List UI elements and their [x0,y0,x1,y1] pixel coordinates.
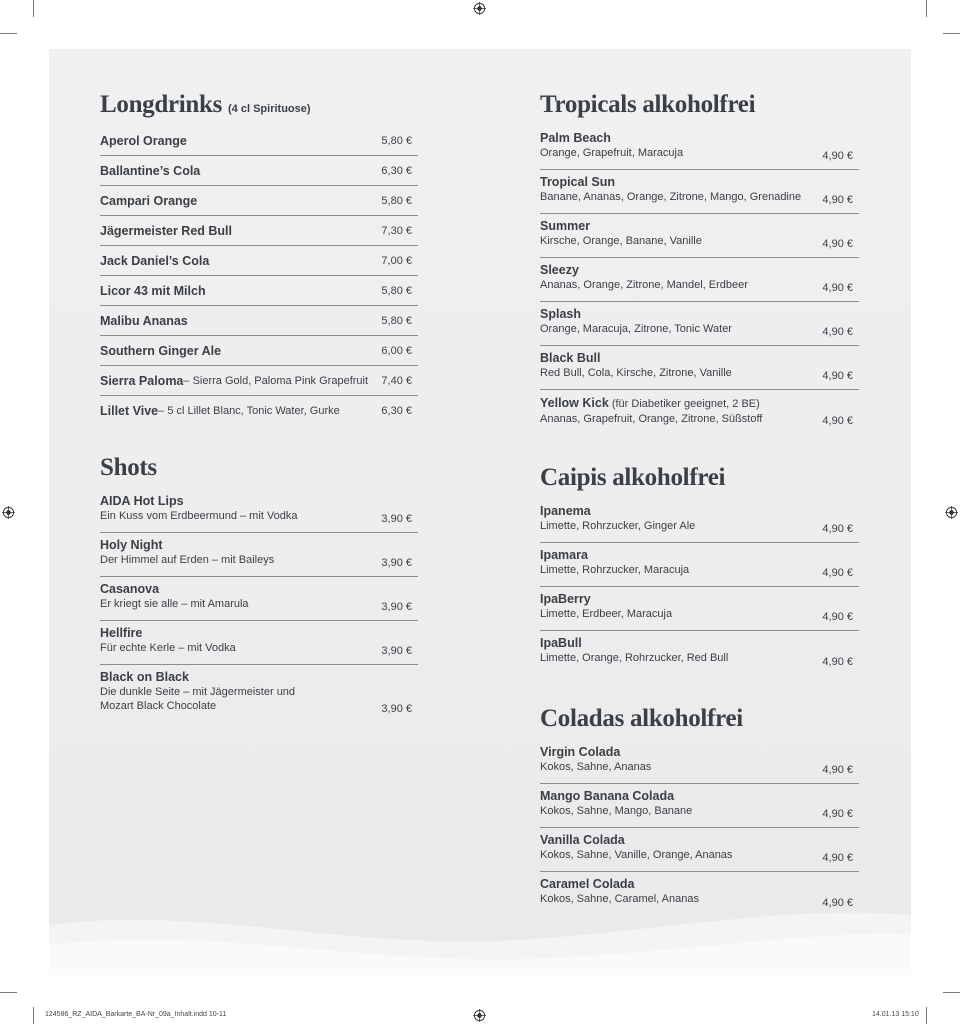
menu-item: Casanova Er kriegt sie alle – mit Amarula 3,90 € [100,577,418,621]
menu-item: Caramel Colada Kokos, Sahne, Caramel, Ananas 4,90 € [540,877,853,909]
coladas-list [540,740,859,916]
tropicals-list [540,126,859,434]
registration-mark-icon [473,1009,486,1022]
registration-mark-icon [473,2,486,15]
menu-item: Malibu Ananas 5,80 € [100,306,418,336]
menu-item: Jägermeister Red Bull 7,30 € [100,216,418,246]
menu-item: Sierra Paloma – Sierra Gold, Paloma Pink Grapefruit 7,40 € [100,366,418,396]
menu-item: Summer Kirsche, Orange, Banane, Vanille 4,90 € [540,214,859,258]
menu-item: Ipanema Limette, Rohrzucker, Ginger Ale 4,90 € [540,499,859,543]
crop-mark [33,1007,34,1024]
section-title-caipis: Caipis alkoholfrei [540,464,726,491]
menu-item: Ballantine’s Cola 6,30 € [100,156,418,186]
crop-mark [926,1007,927,1024]
crop-mark [33,0,34,17]
crop-mark [926,0,927,17]
menu-item: IpaBull Limette, Orange, Rohrzucker, Red Bull 4,90 € [540,636,853,668]
menu-item: Jack Daniel’s Cola 7,00 € [100,246,418,276]
section-title-longdrinks: Longdrinks (4 cl Spirituose) [100,91,311,118]
menu-item: Black on Black Die dunkle Seite – mit Jägermeister und Mozart Black Chocolate 3,90 € [100,670,412,715]
menu-item: Vanilla Colada Kokos, Sahne, Vanille, Orange, Ananas 4,90 € [540,828,859,872]
section-title-shots: Shots [100,454,157,481]
menu-item: Mango Banana Colada Kokos, Sahne, Mango, Banane 4,90 € [540,784,859,828]
section-title-tropicals: Tropicals alkoholfrei [540,91,756,118]
menu-item: Hellfire Für echte Kerle – mit Vodka 3,90 € [100,621,418,665]
menu-item: Palm Beach Orange, Grapefruit, Maracuja 4,90 € [540,126,859,170]
crop-mark [943,33,960,34]
section-title-coladas: Coladas alkoholfrei [540,705,743,732]
menu-item: AIDA Hot Lips Ein Kuss vom Erdbeermund – mit Vodka 3,90 € [100,489,418,533]
menu-item: Tropical Sun Banane, Ananas, Orange, Zitrone, Mango, Grenadine 4,90 € [540,170,859,214]
shots-list [100,489,418,721]
crop-mark [0,33,17,34]
registration-mark-icon [2,506,15,519]
menu-item: Ipamara Limette, Rohrzucker, Maracuja 4,90 € [540,543,859,587]
crop-mark [943,992,960,993]
menu-item: Splash Orange, Maracuja, Zitrone, Tonic Water 4,90 € [540,302,859,346]
crop-mark [0,992,17,993]
menu-item: Holy Night Der Himmel auf Erden – mit Baileys 3,90 € [100,533,418,577]
right-column [540,88,859,916]
section-note: (4 cl Spirituose) [228,103,311,115]
footer-file-info: 124586_RZ_AIDA_Barkarte_BA-Nr_09a_Inhalt.indd 10-11 [45,1011,227,1018]
menu-item: Southern Ginger Ale 6,00 € [100,336,418,366]
menu-item: IpaBerry Limette, Erdbeer, Maracuja 4,90 € [540,587,859,631]
left-column [100,88,418,721]
registration-mark-icon [945,506,958,519]
menu-item: Aperol Orange 5,80 € [100,126,418,156]
menu-item: Black Bull Red Bull, Cola, Kirsche, Zitrone, Vanille 4,90 € [540,346,859,390]
menu-item: Campari Orange 5,80 € [100,186,418,216]
menu-item: Sleezy Ananas, Orange, Zitrone, Mandel, Erdbeer 4,90 € [540,258,859,302]
menu-item: Licor 43 mit Milch 5,80 € [100,276,418,306]
menu-item: Lillet Vive – 5 cl Lillet Blanc, Tonic Water, Gurke 6,30 € [100,403,412,418]
footer-timestamp: 14.01.13 15:10 [872,1011,919,1018]
longdrinks-list [100,126,418,425]
caipis-list [540,499,859,675]
menu-item: Virgin Colada Kokos, Sahne, Ananas 4,90 € [540,740,859,784]
menu-item: Yellow Kick (für Diabetiker geeignet, 2 BE) Ananas, Grapefruit, Orange, Zitrone, Süßstoff 4,90 € [540,396,853,427]
